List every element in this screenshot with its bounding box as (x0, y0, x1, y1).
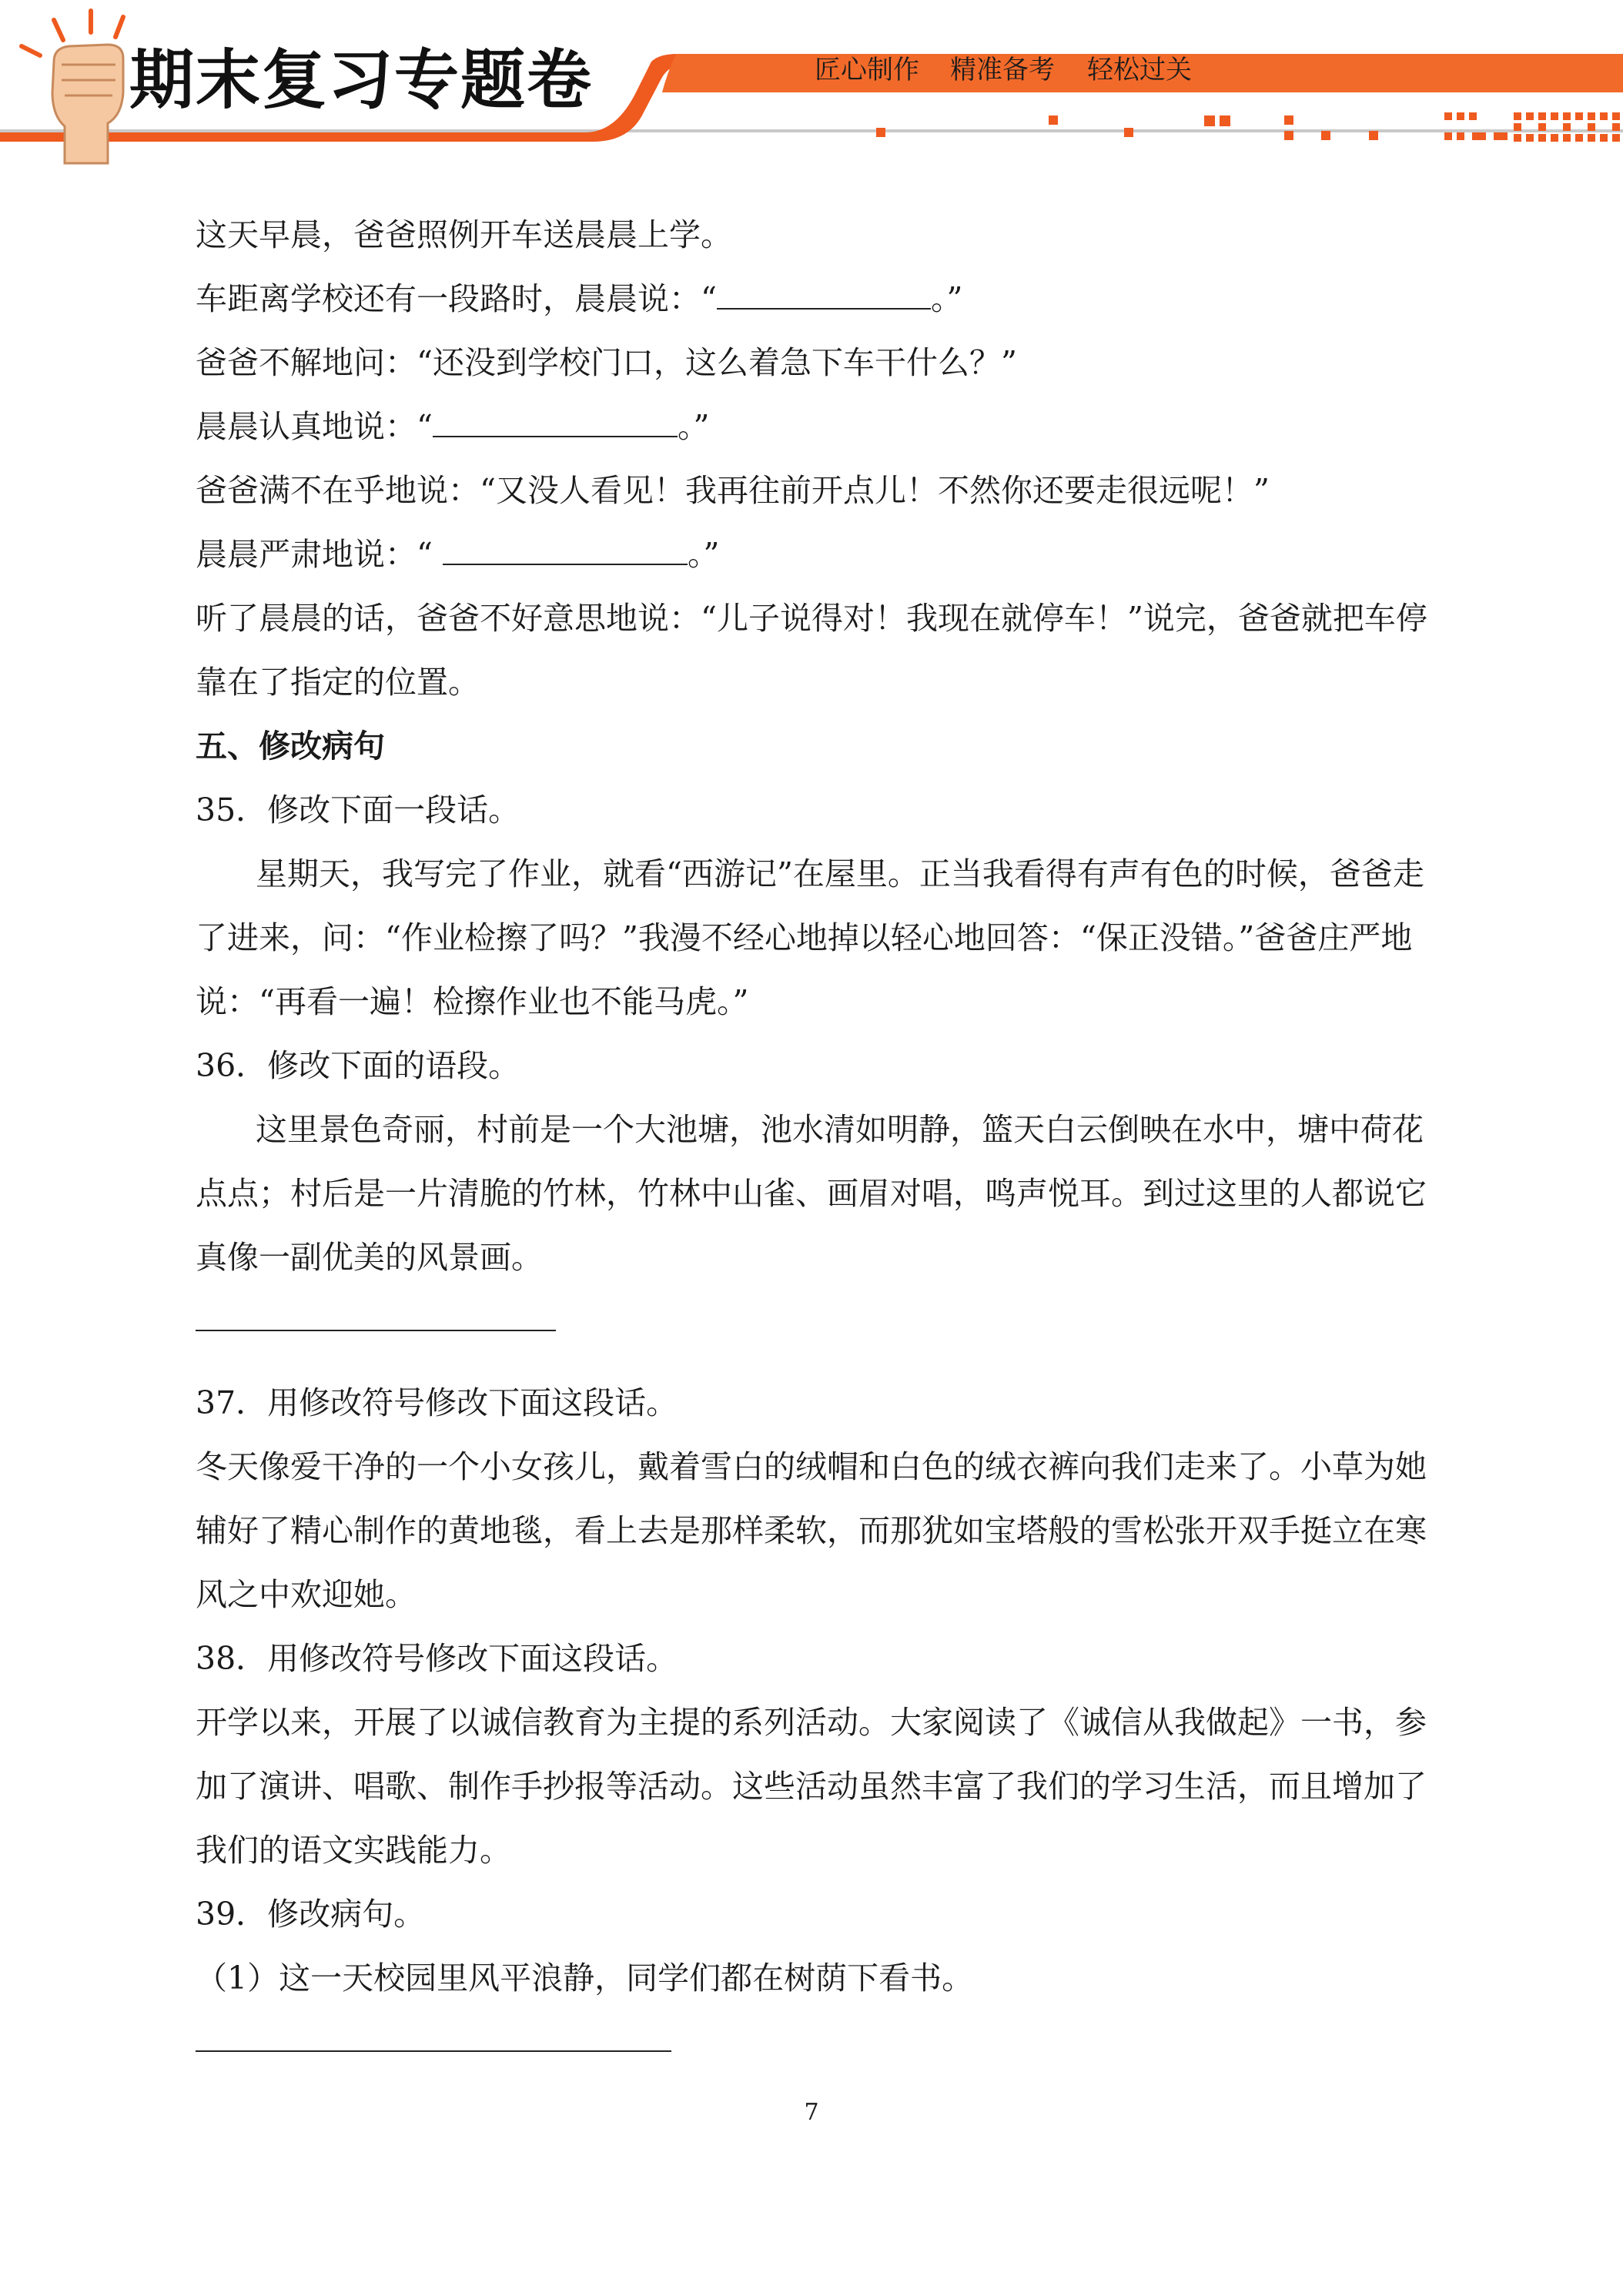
story-line-4 (196, 395, 1435, 459)
q35-text: 星期天，我写完了作业，就看“西游记”在屋里。正当我看得有声有色的时候，爸爸走了进来，问：“作业检擦了吗？”我漫不经心地掉以轻心地回答：“保正没错。”爸爸庄严地说：“再看一遍！检擦作业也不能马虎。” (196, 855, 1424, 1020)
q35-label: 35．修改下面一段话。 (196, 792, 520, 828)
story-line-6 (196, 523, 1435, 587)
q39-answer-line[interactable] (196, 2050, 671, 2052)
page-number: 7 (804, 2099, 819, 2126)
q37-label: 37．用修改符号修改下面这段话。 (196, 1384, 678, 1421)
q38-label: 38．用修改符号修改下面这段话。 (196, 1640, 678, 1677)
q37-text: 冬天像爱干净的一个小女孩儿，戴着雪白的绒帽和白色的绒衣裤向我们走来了。小草为她辅好了精心制作的黄地毯，看上去是那样柔软，而那犹如宝塔般的雪松张开双手挺立在寒风之中欢迎她。 (196, 1448, 1427, 1613)
story-line-5: 爸爸满不在乎地说：“又没人看见！我再往前开点儿！不然你还要走很远呢！” (196, 472, 1270, 509)
q36-answer-line[interactable] (196, 1330, 556, 1331)
header-title: 期末复习专题卷 (129, 42, 594, 118)
story-line-6-text: 晨晨严肃地说：“ (196, 536, 443, 573)
story-line-1: 这天早晨，爸爸照例开车送晨晨上学。 (196, 216, 732, 253)
story-line-2-text: 车距离学校还有一段路时，晨晨说：“ (196, 280, 717, 317)
answer-blank-3[interactable] (443, 531, 688, 565)
story-line-7: 听了晨晨的话，爸爸不好意思地说：“儿子说得对！我现在就停车！”说完，爸爸就把车停靠在了指定的位置。 (196, 600, 1427, 701)
story-line-6-close: 。” (688, 536, 720, 573)
header-slogan-1: 匠心制作 (815, 55, 919, 85)
story-line-2 (196, 267, 1435, 331)
story-line-4-close: 。” (677, 408, 710, 445)
header-slogan-2: 精准备考 (950, 55, 1055, 85)
answer-blank-2[interactable] (433, 403, 678, 437)
section-heading: 五、修改病句 (196, 728, 385, 765)
story-line-2-close: 。” (930, 280, 963, 317)
page-header (0, 0, 1623, 169)
q39-label: 39．修改病句。 (196, 1896, 426, 1933)
q39-sub1: （1）这一天校园里风平浪静，同学们都在树荫下看书。 (196, 1960, 974, 1996)
story-line-3: 爸爸不解地问：“还没到学校门口，这么着急下车干什么？” (196, 344, 1017, 381)
page-content (196, 203, 1435, 2092)
q36-text: 这里景色奇丽，村前是一个大池塘，池水清如明静，篮天白云倒映在水中，塘中荷花点点；村后是一片清脆的竹林，竹林中山雀、画眉对唱，鸣声悦耳。到过这里的人都说它真像一副优美的风景画。 (196, 1111, 1427, 1276)
story-line-4-text: 晨晨认真地说：“ (196, 408, 433, 445)
answer-blank-1[interactable] (717, 276, 931, 310)
q38-text: 开学以来，开展了以诚信教育为主提的系列活动。大家阅读了《诚信从我做起》一书，参加了演讲、唱歌、制作手抄报等活动。这些活动虽然丰富了我们的学习生活，而且增加了我们的语文实践能力。 (196, 1704, 1427, 1869)
q36-label: 36．修改下面的语段。 (196, 1047, 520, 1084)
header-slogan-3: 轻松过关 (1087, 55, 1192, 85)
